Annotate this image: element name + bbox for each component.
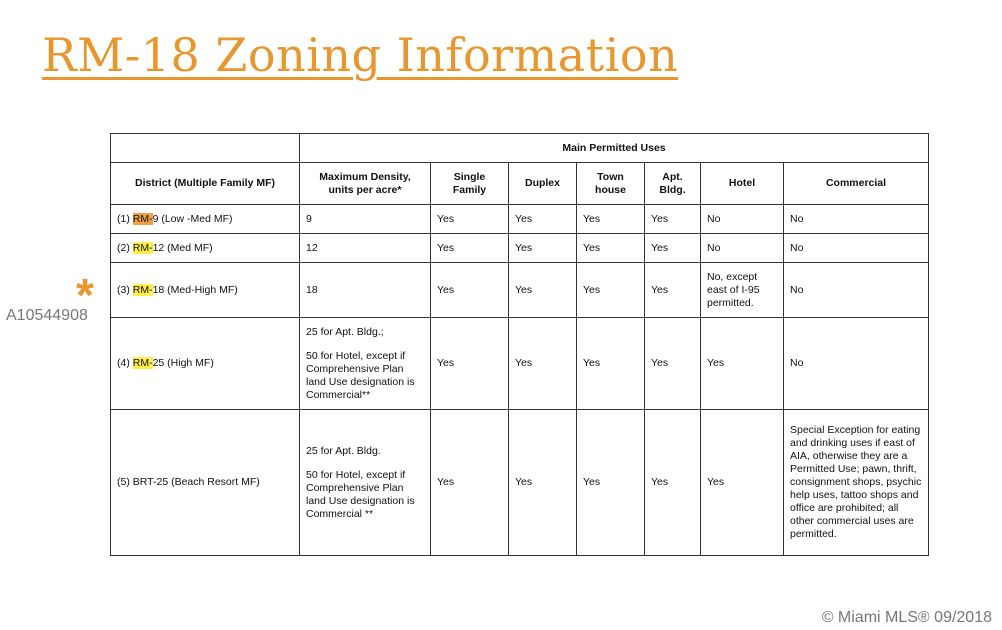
apt-bldg-cell: Yes [645, 410, 701, 556]
townhouse-cell: Yes [577, 234, 645, 263]
district-cell: (3) RM-18 (Med-High MF) [111, 263, 300, 318]
commercial-cell: No [784, 263, 929, 318]
table-row [111, 205, 929, 234]
listing-id: A10544908 [6, 307, 88, 324]
district-cell: (2) RM-12 (Med MF) [111, 234, 300, 263]
density-cell: 25 for Apt. Bldg.; 50 for Hotel, except if Comprehensive Plan land Use designation is Commercial** [300, 318, 431, 410]
density-cell: 9 [300, 205, 431, 234]
table-row [111, 234, 929, 263]
density-cell: 18 [300, 263, 431, 318]
district-cell: (1) RM-9 (Low -Med MF) [111, 205, 300, 234]
table-group-header-row [111, 134, 929, 163]
header-townhouse: Town house [577, 163, 645, 205]
duplex-cell: Yes [509, 263, 577, 318]
duplex-cell: Yes [509, 318, 577, 410]
asterisk-icon: * [76, 269, 94, 321]
commercial-cell: No [784, 234, 929, 263]
single-family-cell: Yes [431, 205, 509, 234]
townhouse-cell: Yes [577, 410, 645, 556]
single-family-cell: Yes [431, 263, 509, 318]
townhouse-cell: Yes [577, 318, 645, 410]
table-header-row [111, 163, 929, 205]
commercial-cell: No [784, 318, 929, 410]
townhouse-cell: Yes [577, 263, 645, 318]
header-single-family: Single Family [431, 163, 509, 205]
district-code: RM- [132, 283, 153, 296]
hotel-cell: No, except east of I-95 permitted. [701, 263, 784, 318]
header-hotel: Hotel [701, 163, 784, 205]
duplex-cell: Yes [509, 205, 577, 234]
commercial-cell: Special Exception for eating and drinking uses if east of AIA, otherwise they are a Permitted Use; pawn, thrift, consignment shops, psychic help uses, tattoo shops and office are prohibited; all other commercial uses are permitted. [784, 410, 929, 556]
density-cell: 25 for Apt. Bldg. 50 for Hotel, except if Comprehensive Plan land Use designation is Commercial ** [300, 410, 431, 556]
table-row [111, 263, 929, 318]
apt-bldg-cell: Yes [645, 234, 701, 263]
hotel-cell: No [701, 205, 784, 234]
header-apt-bldg: Apt. Bldg. [645, 163, 701, 205]
apt-bldg-cell: Yes [645, 318, 701, 410]
page-title: RM-18 Zoning Information [42, 28, 679, 82]
commercial-cell: No [784, 205, 929, 234]
table-row [111, 318, 929, 410]
header-district: District (Multiple Family MF) [111, 163, 300, 205]
hotel-cell: No [701, 234, 784, 263]
density-cell: 12 [300, 234, 431, 263]
apt-bldg-cell: Yes [645, 205, 701, 234]
townhouse-cell: Yes [577, 205, 645, 234]
empty-header-cell [111, 134, 300, 163]
district-code: RM- [132, 241, 153, 254]
apt-bldg-cell: Yes [645, 263, 701, 318]
header-density: Maximum Density, units per acre* [300, 163, 431, 205]
hotel-cell: Yes [701, 410, 784, 556]
copyright-notice: © Miami MLS® 09/2018 [821, 609, 992, 626]
table-row [111, 410, 929, 556]
district-cell: (4) RM-25 (High MF) [111, 318, 300, 410]
district-code: RM- [132, 357, 153, 369]
header-commercial: Commercial [784, 163, 929, 205]
zoning-table [110, 133, 929, 556]
single-family-cell: Yes [431, 234, 509, 263]
group-header: Main Permitted Uses [300, 134, 929, 163]
single-family-cell: Yes [431, 318, 509, 410]
district-code: RM- [132, 212, 153, 225]
header-duplex: Duplex [509, 163, 577, 205]
duplex-cell: Yes [509, 410, 577, 556]
duplex-cell: Yes [509, 234, 577, 263]
single-family-cell: Yes [431, 410, 509, 556]
hotel-cell: Yes [701, 318, 784, 410]
district-cell: (5) BRT-25 (Beach Resort MF) [111, 410, 300, 556]
